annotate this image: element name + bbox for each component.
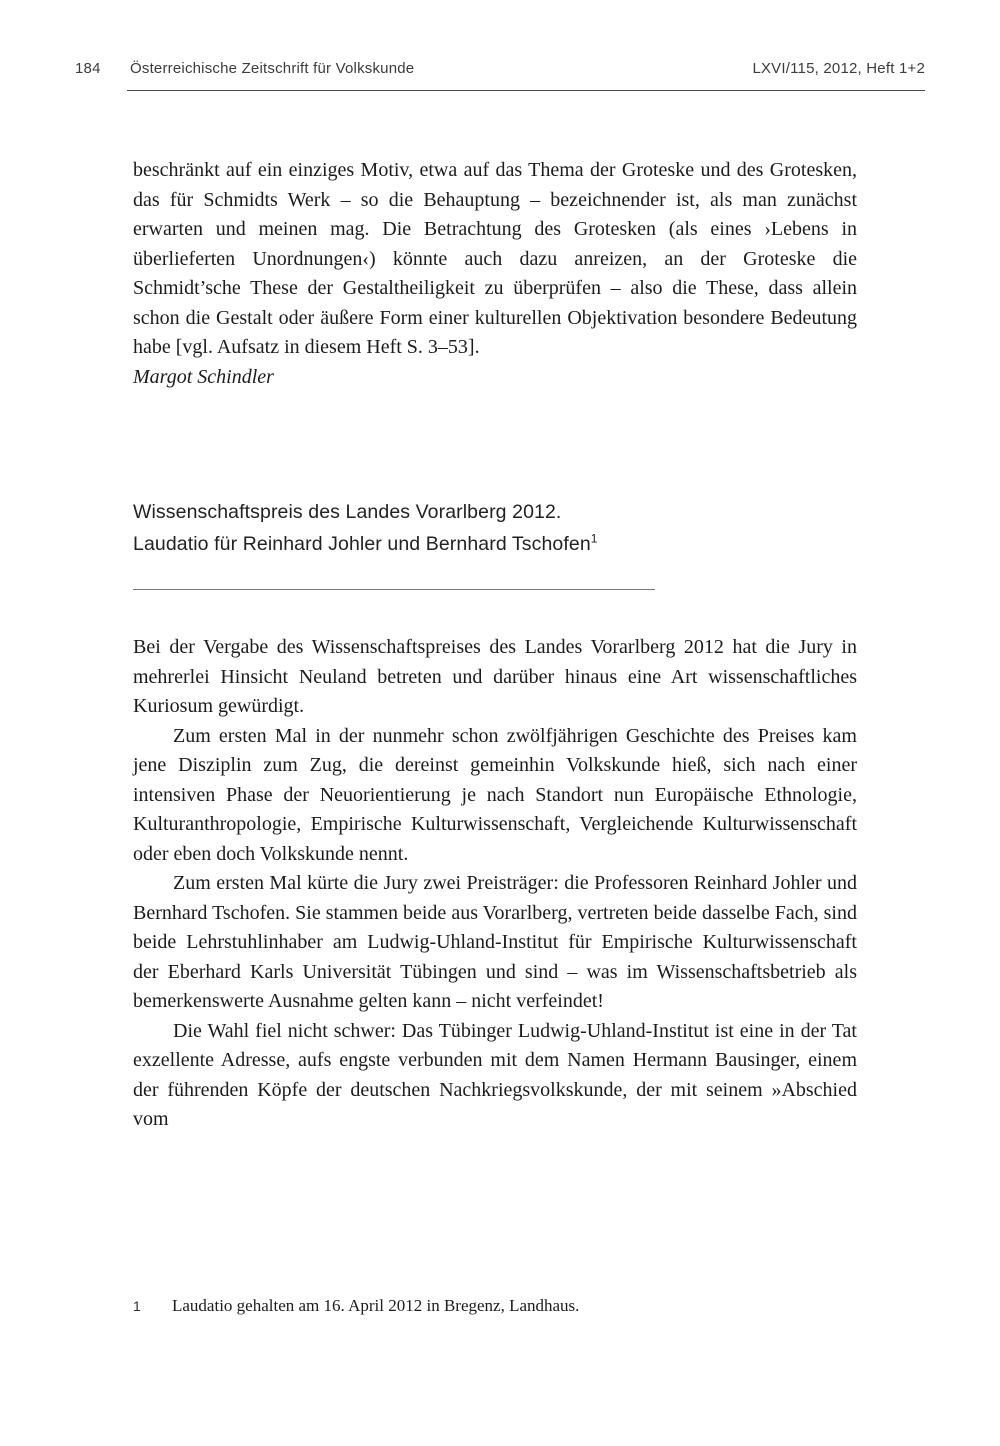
- article-paragraph: Zum ersten Mal in der nunmehr schon zwölfjährigen Geschichte des Preises kam jene Disziplin zum Zug, die dereinst gemeinhin Volkskunde hieß, sich nach einer intensiven Phase der Neuorientierung je nach Standort nun Europäische Ethnologie, Kulturanthropologie, Empirische Kulturwissenschaft, Vergleichende Kulturwissenschaft oder eben doch Volkskunde nennt.: [133, 724, 857, 865]
- footnote: [133, 1294, 857, 1318]
- title-footnote-ref: 1: [590, 531, 598, 546]
- page-header: [75, 60, 925, 77]
- header-rule: [127, 90, 925, 91]
- text-column: [133, 156, 857, 1135]
- article-title: [133, 496, 857, 560]
- title-rule: [133, 589, 655, 590]
- article-paragraph: Die Wahl fiel nicht schwer: Das Tübinger Ludwig-Uhland-Institut ist eine in der Tat exzellente Adresse, aufs engste verbunden mit dem Namen Hermann Bausinger, einem der führenden Köpfe der deutschen Nachkriegsvolkskunde, der mit seinem »Abschied vom: [133, 1019, 857, 1130]
- footnote-text: Laudatio gehalten am 16. April 2012 in Bregenz, Landhaus.: [172, 1296, 580, 1315]
- footnote-marker: 1: [133, 1298, 141, 1314]
- article-paragraph: Zum ersten Mal kürte die Jury zwei Preisträger: die Professoren Reinhard Johler und Bernhard Tschofen. Sie stammen beide aus Vorarlberg, vertreten beide dasselbe Fach, sind beide Lehrstuhlinhaber am Ludwig-Uhland-Institut für Empirische Kulturwissenschaft der Eberhard Karls Universität Tübingen und sind – was im Wissenschaftsbetrieb als bemerkenswerte Ausnahme gelten kann – nicht verfeindet!: [133, 872, 857, 1012]
- author-name: Margot Schindler: [133, 365, 274, 388]
- article-body: [133, 633, 857, 1135]
- page-number: 184: [75, 60, 101, 77]
- article-paragraph: Bei der Vergabe des Wissenschaftspreises des Landes Vorarlberg 2012 hat die Jury in mehrerlei Hinsicht Neuland betreten und darüber hinaus eine Art wissenschaftliches Kuriosum gewürdigt.: [133, 636, 857, 717]
- article-title-line2: Laudatio für Reinhard Johler und Bernhard Tschofen: [133, 533, 591, 555]
- journal-title: Österreichische Zeitschrift für Volkskunde: [130, 60, 415, 77]
- article-title-line1: Wissenschaftspreis des Landes Vorarlberg 2012.: [133, 501, 562, 523]
- issue-info: LXVI/115, 2012, Heft 1+2: [752, 60, 925, 77]
- previous-article-closing-paragraph: beschränkt auf ein einziges Motiv, etwa auf das Thema der Groteske und des Grotesken, das für Schmidts Werk – so die Behauptung – bezeichnender ist, als man zunächst erwarten und meinen mag. Die Betrachtung des Grotesken (als eines ›Lebens in überlieferten Unordnungen‹) könnte auch dazu anreizen, an der Groteske die Schmidt’sche These der Gestaltheiligkeit zu überprüfen – also die These, dass allein schon die Gestalt oder äußere Form einer kulturellen Objektivation besondere Bedeutung habe [vgl. Aufsatz in diesem Heft S. 3–53].: [133, 159, 857, 358]
